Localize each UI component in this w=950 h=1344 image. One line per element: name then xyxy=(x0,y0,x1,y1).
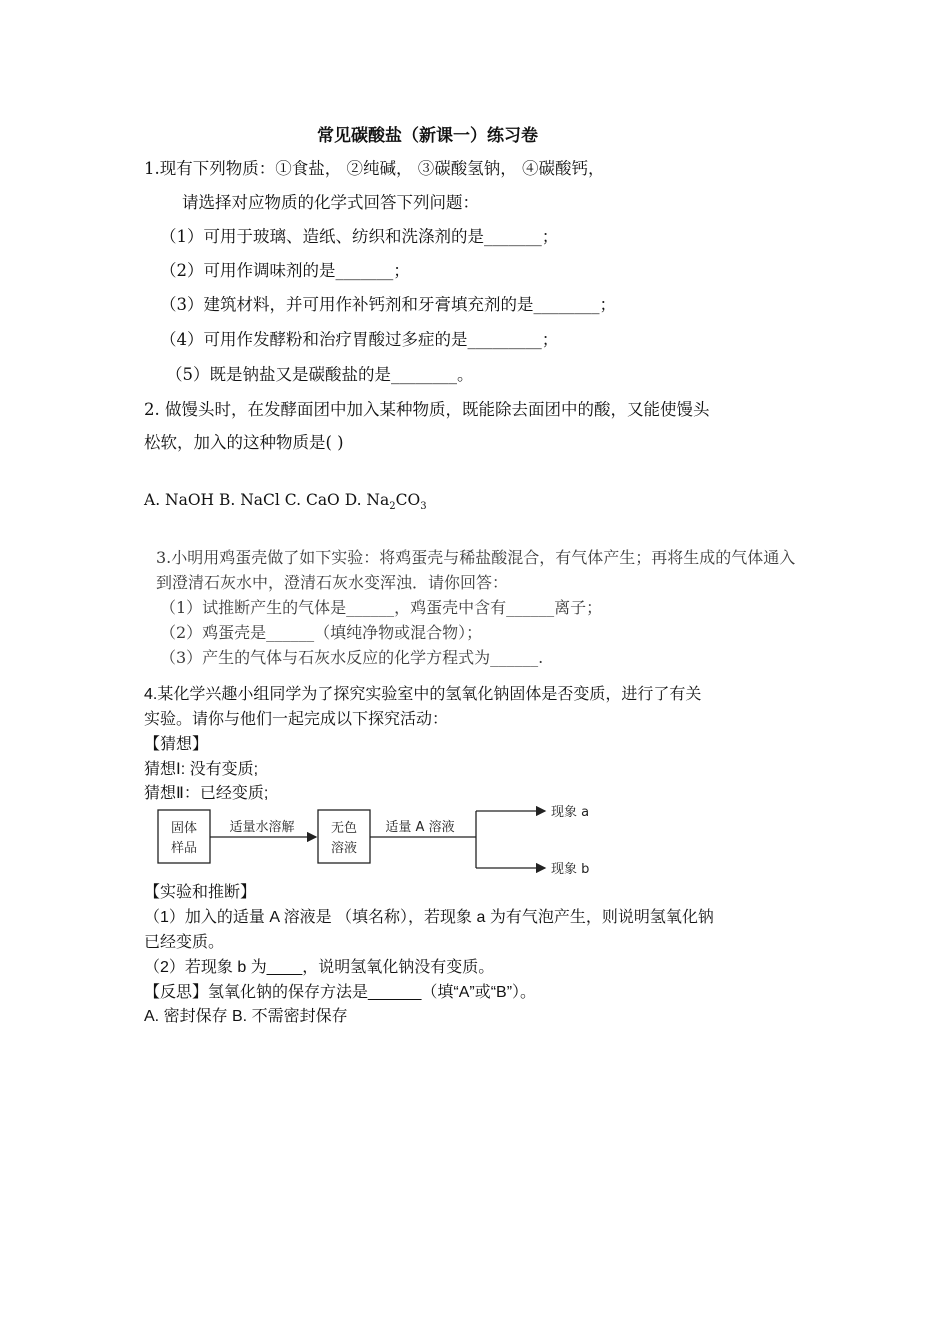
q1-item-3: （3）建筑材料，并可用作补钙剂和牙膏填充剂的是________； xyxy=(160,295,616,314)
q2-line-2: 松软，加入的这种物质是( ) xyxy=(144,433,344,452)
q4-line-2: 实验。请你与他们一起完成以下探究活动： xyxy=(144,711,449,728)
reflection-options: A. 密封保存 B. 不需密封保存 xyxy=(144,1008,348,1025)
dissolve-arrow-label: 适量水溶解 xyxy=(229,820,295,835)
q3-item-2: （2）鸡蛋壳是______（填纯净物或混合物）； xyxy=(160,623,483,642)
q1-instruction: 请选择对应物质的化学式回答下列问题： xyxy=(182,193,479,212)
result-b-label: 现象 b xyxy=(551,862,590,876)
guess-1: 猜想Ⅰ: 没有变质; xyxy=(144,761,259,778)
experiment-flow-diagram xyxy=(155,804,605,876)
guess-2: 猜想Ⅱ：已经变质; xyxy=(144,785,269,802)
experiment-1-line-2: 已经变质。 xyxy=(144,934,225,951)
q2-line-1: 2. 做馒头时，在发酵面团中加入某种物质，既能除去面团中的酸，又能使馒头 xyxy=(144,400,710,419)
q3-line-1: 3.小明用鸡蛋壳做了如下实验：将鸡蛋壳与稀盐酸混合，有气体产生；再将生成的气体通入 xyxy=(156,548,796,567)
q3-line-2: 到澄清石灰水中，澄清石灰水变浑浊．请你回答： xyxy=(156,573,509,592)
reagent-arrow-label: 适量 A 溶液 xyxy=(385,820,455,835)
page-title: 常见碳酸盐（新课一）练习卷 xyxy=(317,126,538,146)
result-a-label: 现象 a xyxy=(551,805,590,820)
q4-line-1: 4.某化学兴趣小组同学为了探究实验室中的氢氧化钠固体是否变质，进行了有关 xyxy=(144,686,702,703)
guess-header: 【猜想】 xyxy=(144,736,209,753)
sample-box-label-2: 样品 xyxy=(170,841,198,856)
experiment-1-line-1: （1）加入的适量 A 溶液是 （填名称），若现象 a 为有气泡产生，则说明氢氧化钠 xyxy=(144,909,714,926)
solution-box-label-2: 溶液 xyxy=(330,841,358,856)
solution-box-label-1: 无色 xyxy=(330,821,358,836)
q1-item-1: （1）可用于玻璃、造纸、纺织和洗涤剂的是_______； xyxy=(160,227,559,246)
q3-item-3: （3）产生的气体与石灰水反应的化学方程式为______. xyxy=(160,648,544,667)
q1-item-5: （5）既是钠盐又是碳酸盐的是________。 xyxy=(166,365,474,384)
sample-box-label-1: 固体 xyxy=(170,821,198,836)
q1-stem: 1.现有下列物质：①食盐， ②纯碱， ③碳酸氢钠， ④碳酸钙， xyxy=(144,159,605,178)
q1-item-4: （4）可用作发酵粉和治疗胃酸过多症的是_________； xyxy=(160,330,559,349)
q3-item-1: （1）试推断产生的气体是______，鸡蛋壳中含有______离子； xyxy=(160,598,603,617)
experiment-2: （2）若现象 b 为____，说明氢氧化钠没有变质。 xyxy=(144,959,495,976)
reflection: 【反思】氢氧化钠的保存方法是______（填“A”或“B”）。 xyxy=(144,984,537,1001)
q2-options: A. NaOH B. NaCl C. CaO D. $Na_2CO_3$ xyxy=(144,491,427,513)
experiment-header: 【实验和推断】 xyxy=(144,884,257,901)
q1-item-2: （2）可用作调味剂的是_______； xyxy=(160,261,410,280)
